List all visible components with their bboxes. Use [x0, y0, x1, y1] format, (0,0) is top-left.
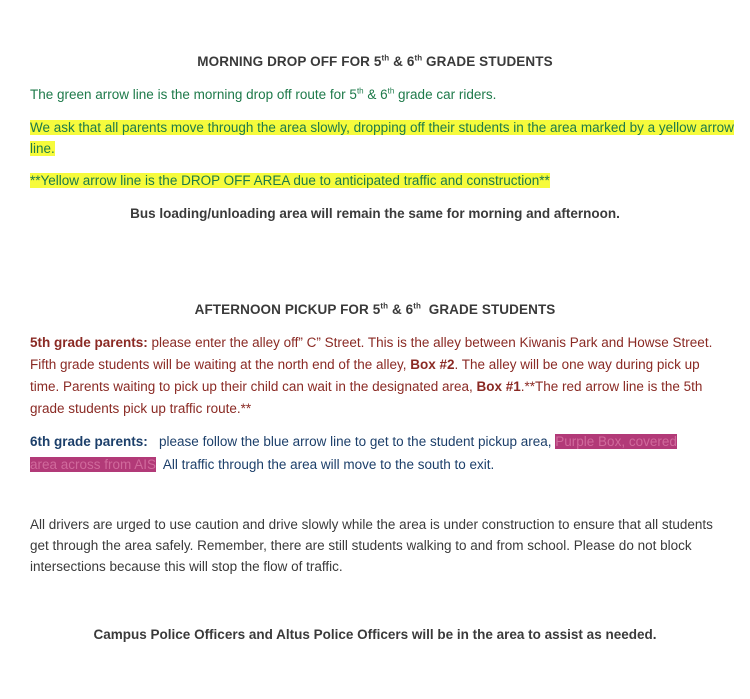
purple-box-highlight: Purple Box, covered area across from AIS — [30, 434, 677, 472]
box-2-label: Box #2 — [410, 357, 455, 372]
box-1-label: Box #1 — [476, 379, 521, 394]
sixth-grade-instructions: 6th grade parents: please follow the blue arrow line to get to the student pickup area, Purple Box, covered area across from AIS All traffic through the area will move to the south to exit. — [30, 434, 677, 472]
morning-green-route-text: The green arrow line is the morning drop off route for 5th & 6th grade car riders. — [30, 86, 497, 102]
sixth-grade-label: 6th grade parents: — [30, 434, 148, 449]
caution-paragraph: All drivers are urged to use caution and drive slowly while the area is under construction to ensure that all students get through the area safely. Remember, there are still students walking to and from school. Please do not block intersections because this will stop the flow of traffic. — [30, 517, 713, 574]
police-note: Campus Police Officers and Altus Police Officers will be in the area to assist as needed. — [93, 627, 657, 642]
fifth-grade-instructions: 5th grade parents: please enter the alley off” C” Street. This is the alley between Kiwanis Park and Howse Street. Fifth grade students will be waiting at the north end of the alley, Box #2. The alley will be one way during pick up time. Parents waiting to pick up their child can wait in the designated area, Box #1.**The red arrow line is the 5th grade students pick up traffic route.** — [30, 335, 713, 416]
afternoon-heading: AFTERNOON PICKUP FOR 5th & 6th GRADE STUDENTS — [194, 301, 556, 317]
bus-note: Bus loading/unloading area will remain the same for morning and afternoon. — [130, 206, 620, 221]
morning-heading: MORNING DROP OFF FOR 5th & 6th GRADE STUDENTS — [197, 53, 553, 69]
morning-ask-parents-text: We ask that all parents move through the area slowly, dropping off their students in the area marked by a yellow arrow line. — [30, 120, 734, 156]
fifth-grade-label: 5th grade parents: — [30, 335, 148, 350]
morning-yellow-note: **Yellow arrow line is the DROP OFF AREA due to anticipated traffic and construction** — [30, 173, 550, 188]
